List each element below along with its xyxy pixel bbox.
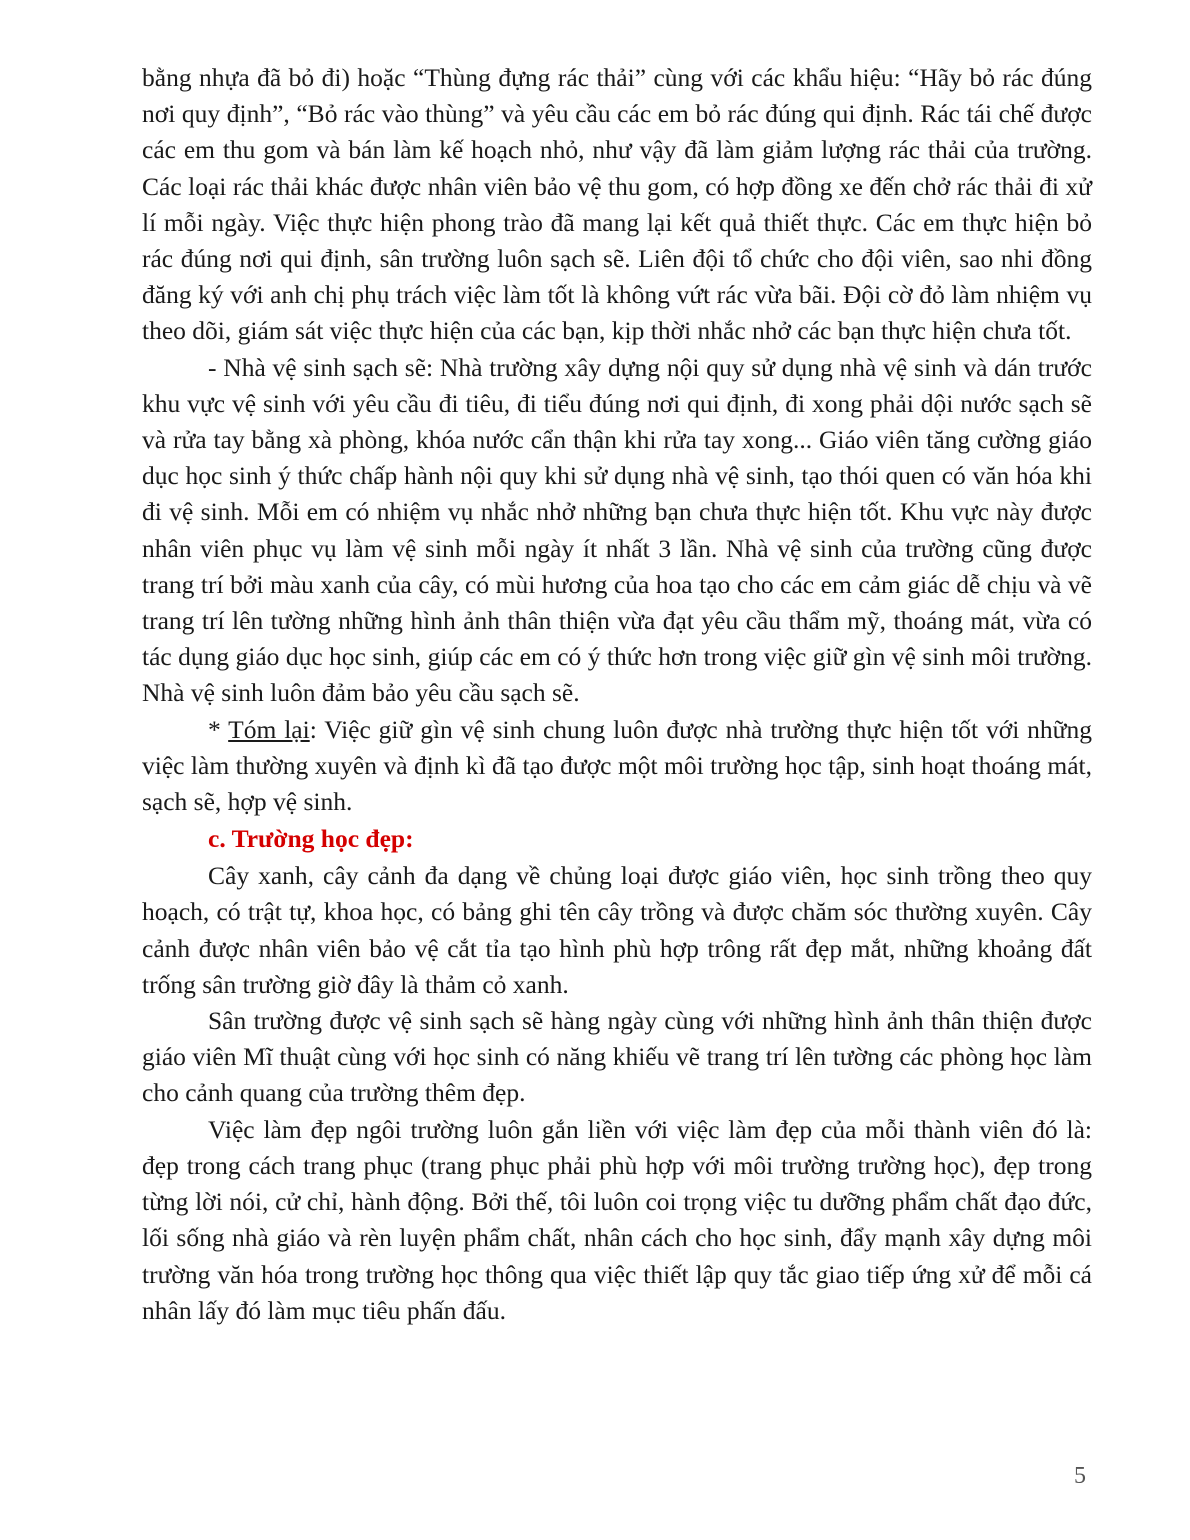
summary-prefix: * xyxy=(208,714,229,744)
paragraph-beautify: Việc làm đẹp ngôi trường luôn gắn liền với việc làm đẹp của mỗi thành viên đó là: đẹp trong cách trang phục (trang phục phải phù hợp với môi trường trường học), đẹp trong từng lời nói, cử chỉ, hành động. Bởi thế, tôi luôn coi trọng việc tu dưỡng phẩm chất đạo đức, lối sống nhà giáo và rèn luyện phẩm chất, nhân cách cho học sinh, đẩy mạnh xây dựng môi trường văn hóa trong trường học thông qua việc thiết lập quy tắc giao tiếp ứng xử để mỗi cá nhân lấy đó làm mục tiêu phấn đấu. xyxy=(142,1114,1092,1325)
paragraph-clean-toilets: - Nhà vệ sinh sạch sẽ: Nhà trường xây dựng nội quy sử dụng nhà vệ sinh và dán trước khu vực vệ sinh với yêu cầu đi tiêu, đi tiểu đúng nơi qui định, đi xong phải dội nước sạch sẽ và rửa tay bằng xà phòng, khóa nước cẩn thận khi rửa tay xong... Giáo viên tăng cường giáo dục học sinh ý thức chấp hành nội quy khi sử dụng nhà vệ sinh, tạo thói quen có văn hóa khi đi vệ sinh. Mỗi em có nhiệm vụ nhắc nhở những bạn chưa thực hiện tốt. Khu vực này được nhân viên phục vụ làm vệ sinh mỗi ngày ít nhất 3 lần. Nhà vệ sinh của trường cũng được trang trí bởi màu xanh của cây, có mùi hương của hoa tạo cho các em cảm giác dễ chịu và vẽ trang trí lên tường những hình ảnh thân thiện vừa đạt yêu cầu thẩm mỹ, thoáng mát, vừa có tác dụng giáo dục học sinh, giúp các em có ý thức hơn trong việc giữ gìn vệ sinh môi trường. Nhà vệ sinh luôn đảm bảo yêu cầu sạch sẽ. xyxy=(142,352,1092,708)
summary-label: Tóm lại xyxy=(228,714,310,744)
summary-text: : Việc giữ gìn vệ sinh chung luôn được nhà trường thực hiện tốt với những việc làm thường xuyên và định kì đã tạo được một môi trường học tập, sinh hoạt thoáng mát, sạch sẽ, hợp vệ sinh. xyxy=(142,714,1092,817)
document-page xyxy=(142,60,1092,1329)
paragraph-waste-collection: bằng nhựa đã bỏ đi) hoặc “Thùng đựng rác thải” cùng với các khẩu hiệu: “Hãy bỏ rác đúng nơi quy định”, “Bỏ rác vào thùng” và yêu cầu các em bỏ rác đúng qui định. Rác tái chế được các em thu gom và bán làm kế hoạch nhỏ, như vậy đã làm giảm lượng rác thải của trường. Các loại rác thải khác được nhân viên bảo vệ thu gom, có hợp đồng xe đến chở rác thải đi xử lí mỗi ngày. Việc thực hiện phong trào đã mang lại kết quả thiết thực. Các em thực hiện bỏ rác đúng nơi qui định, sân trường luôn sạch sẽ. Liên đội tổ chức cho đội viên, sao nhi đồng đăng ký với anh chị phụ trách việc làm tốt là không vứt rác vừa bãi. Đội cờ đỏ làm nhiệm vụ theo dõi, giám sát việc thực hiện của các bạn, kịp thời nhắc nhở các bạn thực hiện chưa tốt. xyxy=(142,63,1092,346)
section-heading-beautiful-school: c. Trường học đẹp: xyxy=(208,824,414,854)
paragraph-schoolyard: Sân trường được vệ sinh sạch sẽ hàng ngày cùng với những hình ảnh thân thiện được giáo viên Mĩ thuật cùng với học sinh có năng khiếu vẽ trang trí lên tường các phòng học làm cho cảnh quang của trường thêm đẹp. xyxy=(142,1006,1092,1108)
page-number: 5 xyxy=(1074,1463,1086,1489)
paragraph-trees: Cây xanh, cây cảnh đa dạng về chủng loại được giáo viên, học sinh trồng theo quy hoạch, có trật tự, khoa học, có bảng ghi tên cây trồng và được chăm sóc thường xuyên. Cây cảnh được nhân viên bảo vệ cắt tỉa tạo hình phù hợp trông rất đẹp mắt, những khoảng đất trống sân trường giờ đây là thảm cỏ xanh. xyxy=(142,861,1092,999)
paragraph-summary xyxy=(142,712,1092,821)
